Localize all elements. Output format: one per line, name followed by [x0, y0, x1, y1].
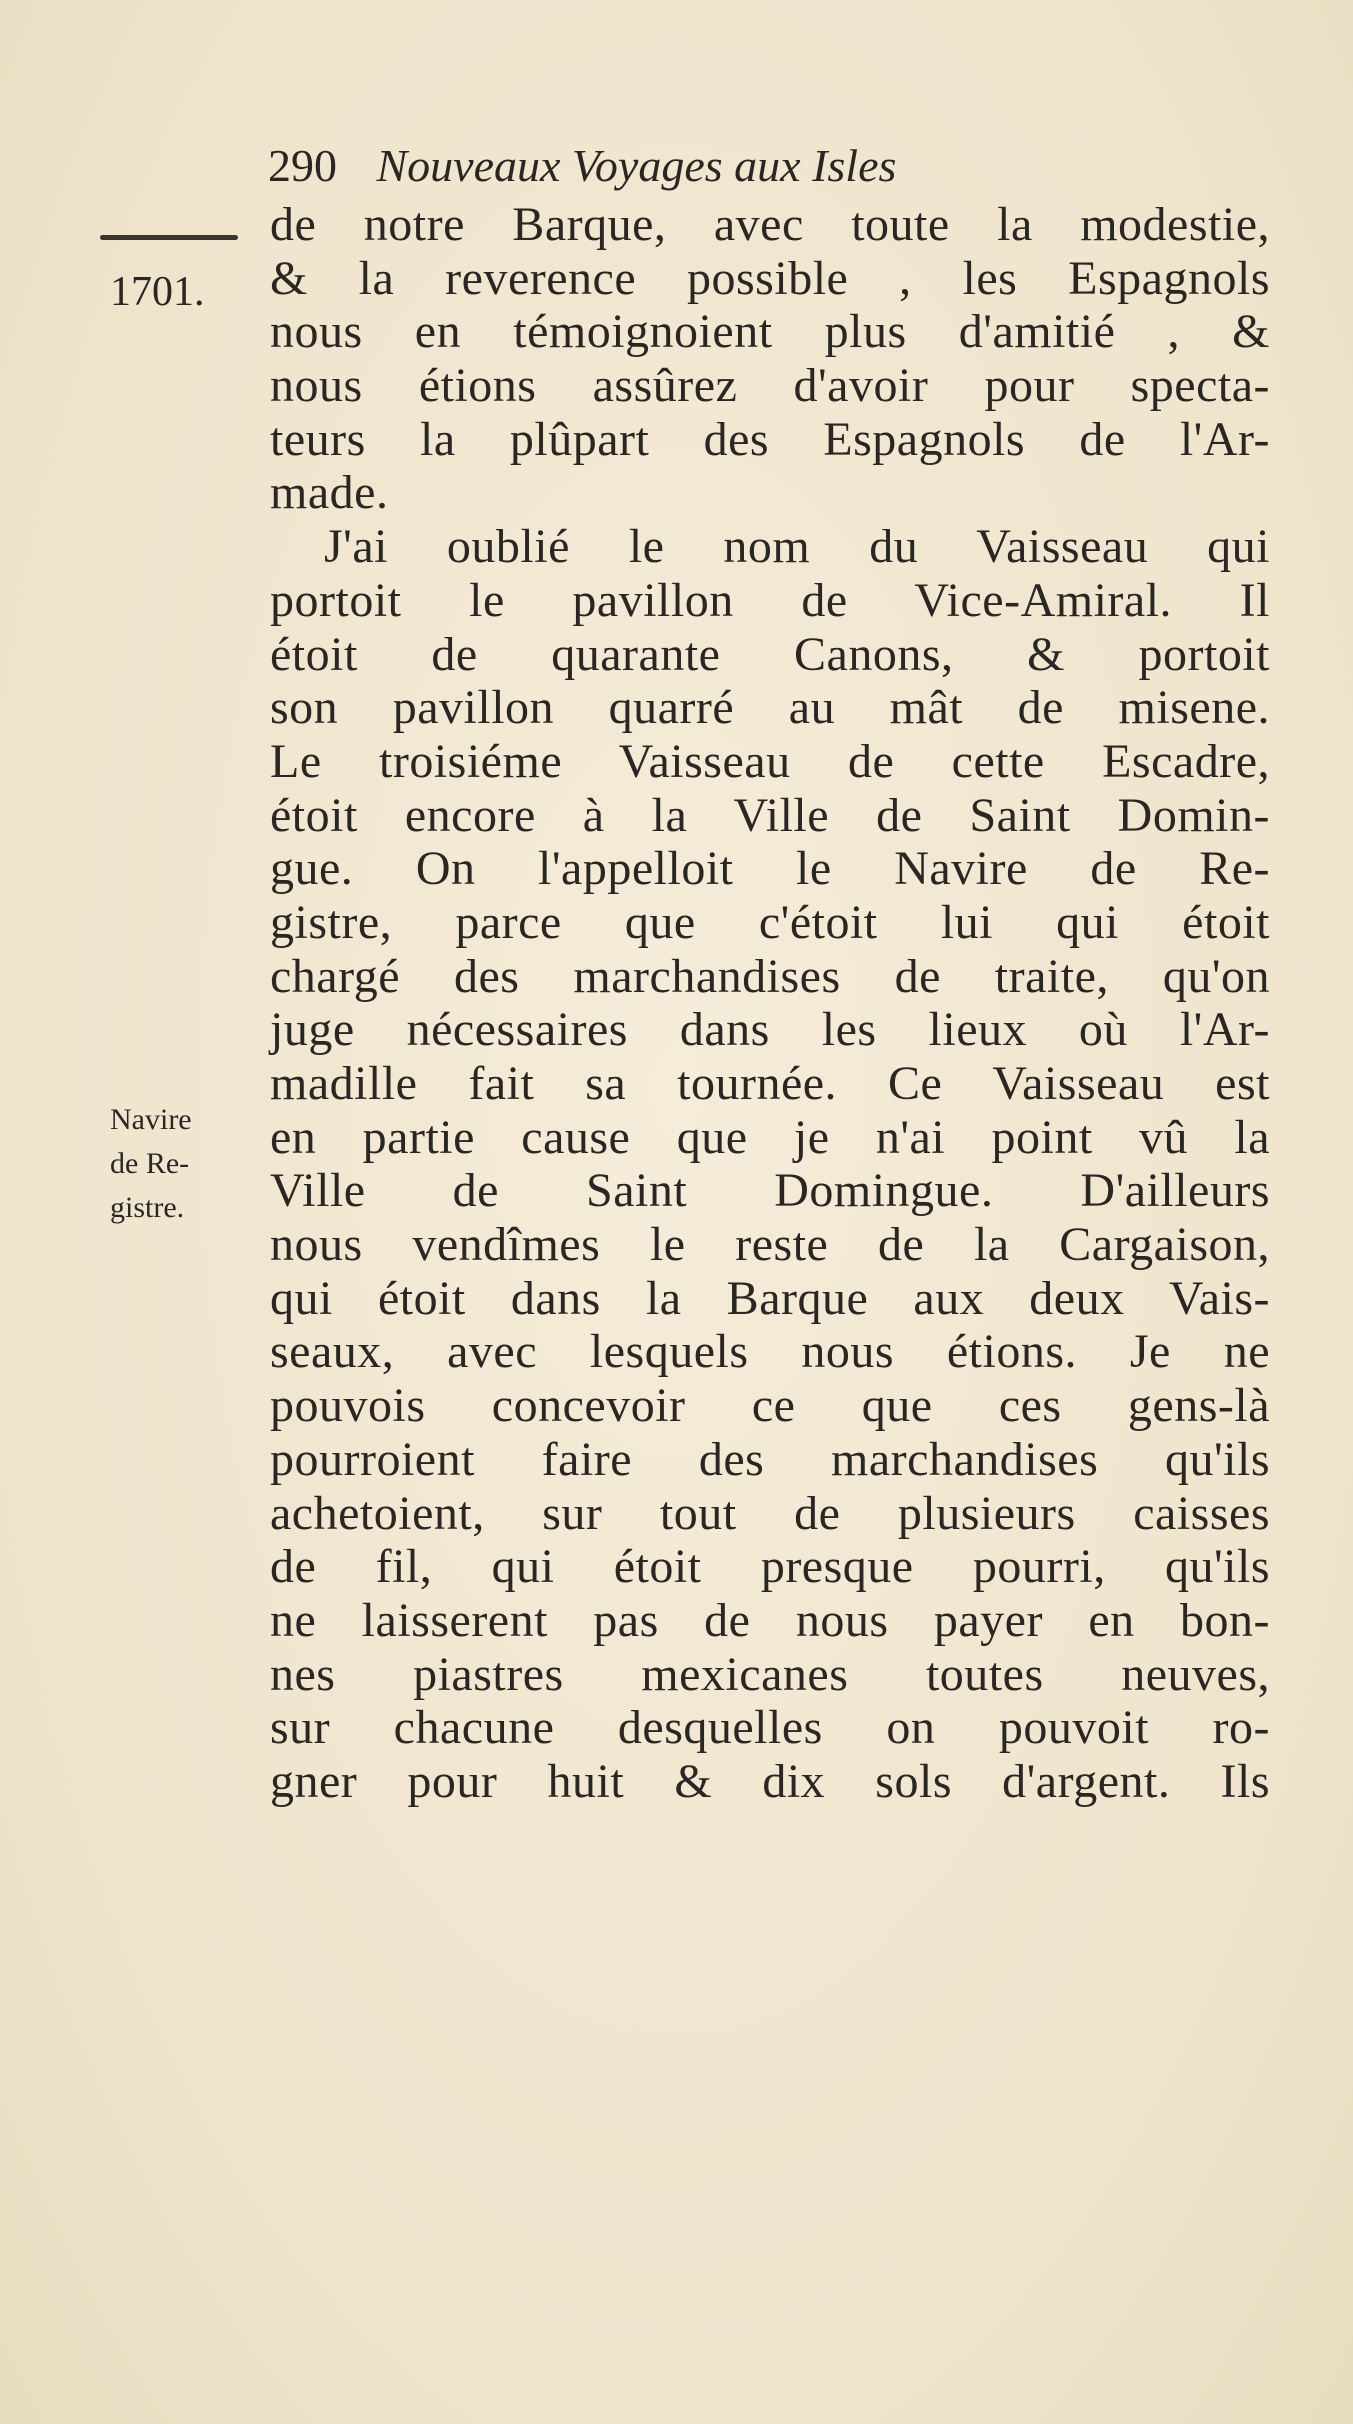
text-line: son pavillon quarré au mât de misene. [270, 681, 1270, 735]
text-line: J'ai oublié le nom du Vaisseau qui [324, 520, 1270, 574]
page-number: 290 [268, 140, 337, 191]
text-line: gistre, parce que c'étoit lui qui étoit [270, 895, 1270, 949]
text-line: en partie cause que je n'ai point vû la [270, 1110, 1270, 1164]
text-line: & la reverence possible , les Espagnols [270, 251, 1270, 305]
text-line: pourroient faire des marchandises qu'ils [270, 1432, 1270, 1486]
text-line: achetoient, sur tout de plusieurs caisses [270, 1486, 1270, 1540]
text-line: juge nécessaires dans les lieux où l'Ar- [270, 1003, 1270, 1057]
marginal-note [110, 1098, 270, 1230]
margin-year: 1701. [110, 269, 205, 315]
text-line: étoit encore à la Ville de Saint Domin- [270, 788, 1270, 842]
text-line: sur chacune desquelles on pouvoit ro- [270, 1701, 1270, 1755]
page-header [268, 138, 896, 194]
text-line: de notre Barque, avec toute la modestie, [270, 198, 1270, 251]
text-line: pouvois concevoir ce que ces gens-là [270, 1379, 1270, 1433]
text-line: madille fait sa tournée. Ce Vaisseau est [270, 1057, 1270, 1110]
text-line: Le troisiéme Vaisseau de cette Escadre, [270, 734, 1270, 788]
text-line: Ville de Saint Domingue. D'ailleurs [270, 1164, 1270, 1218]
text-line: nous vendîmes le reste de la Cargaison, [270, 1218, 1270, 1272]
marginal-note-line: Navire [110, 1103, 192, 1136]
text-line: portoit le pavillon de Vice-Amiral. Il [270, 573, 1270, 627]
text-line: gue. On l'appelloit le Navire de Re- [270, 842, 1270, 896]
text-line: nes piastres mexicanes toutes neuves, [270, 1647, 1270, 1701]
text-line: chargé des marchandises de traite, qu'on [270, 949, 1270, 1003]
running-title: Nouveaux Voyages aux Isles [376, 140, 897, 191]
text-line: teurs la plûpart des Espagnols de l'Ar- [270, 412, 1270, 466]
body-text [270, 198, 1270, 1809]
text-line: nous en témoignoient plus d'amitié , & [270, 305, 1270, 359]
text-line: ne laisserent pas de nous payer en bon- [270, 1593, 1270, 1647]
continuation-rule [100, 235, 238, 240]
text-line: étoit de quarante Canons, & portoit [270, 627, 1270, 681]
marginal-note-line: gistre. [110, 1191, 185, 1224]
text-line: de fil, qui étoit presque pourri, qu'ils [270, 1540, 1270, 1594]
text-line: gner pour huit & dix sols d'argent. Ils [270, 1754, 1270, 1808]
text-line: qui étoit dans la Barque aux deux Vais- [270, 1271, 1270, 1325]
marginal-note-line: de Re- [110, 1147, 190, 1180]
text-line: nous étions assûrez d'avoir pour specta- [270, 359, 1270, 413]
text-line: seaux, avec lesquels nous étions. Je ne [270, 1325, 1270, 1379]
text-line: made. [270, 466, 389, 520]
